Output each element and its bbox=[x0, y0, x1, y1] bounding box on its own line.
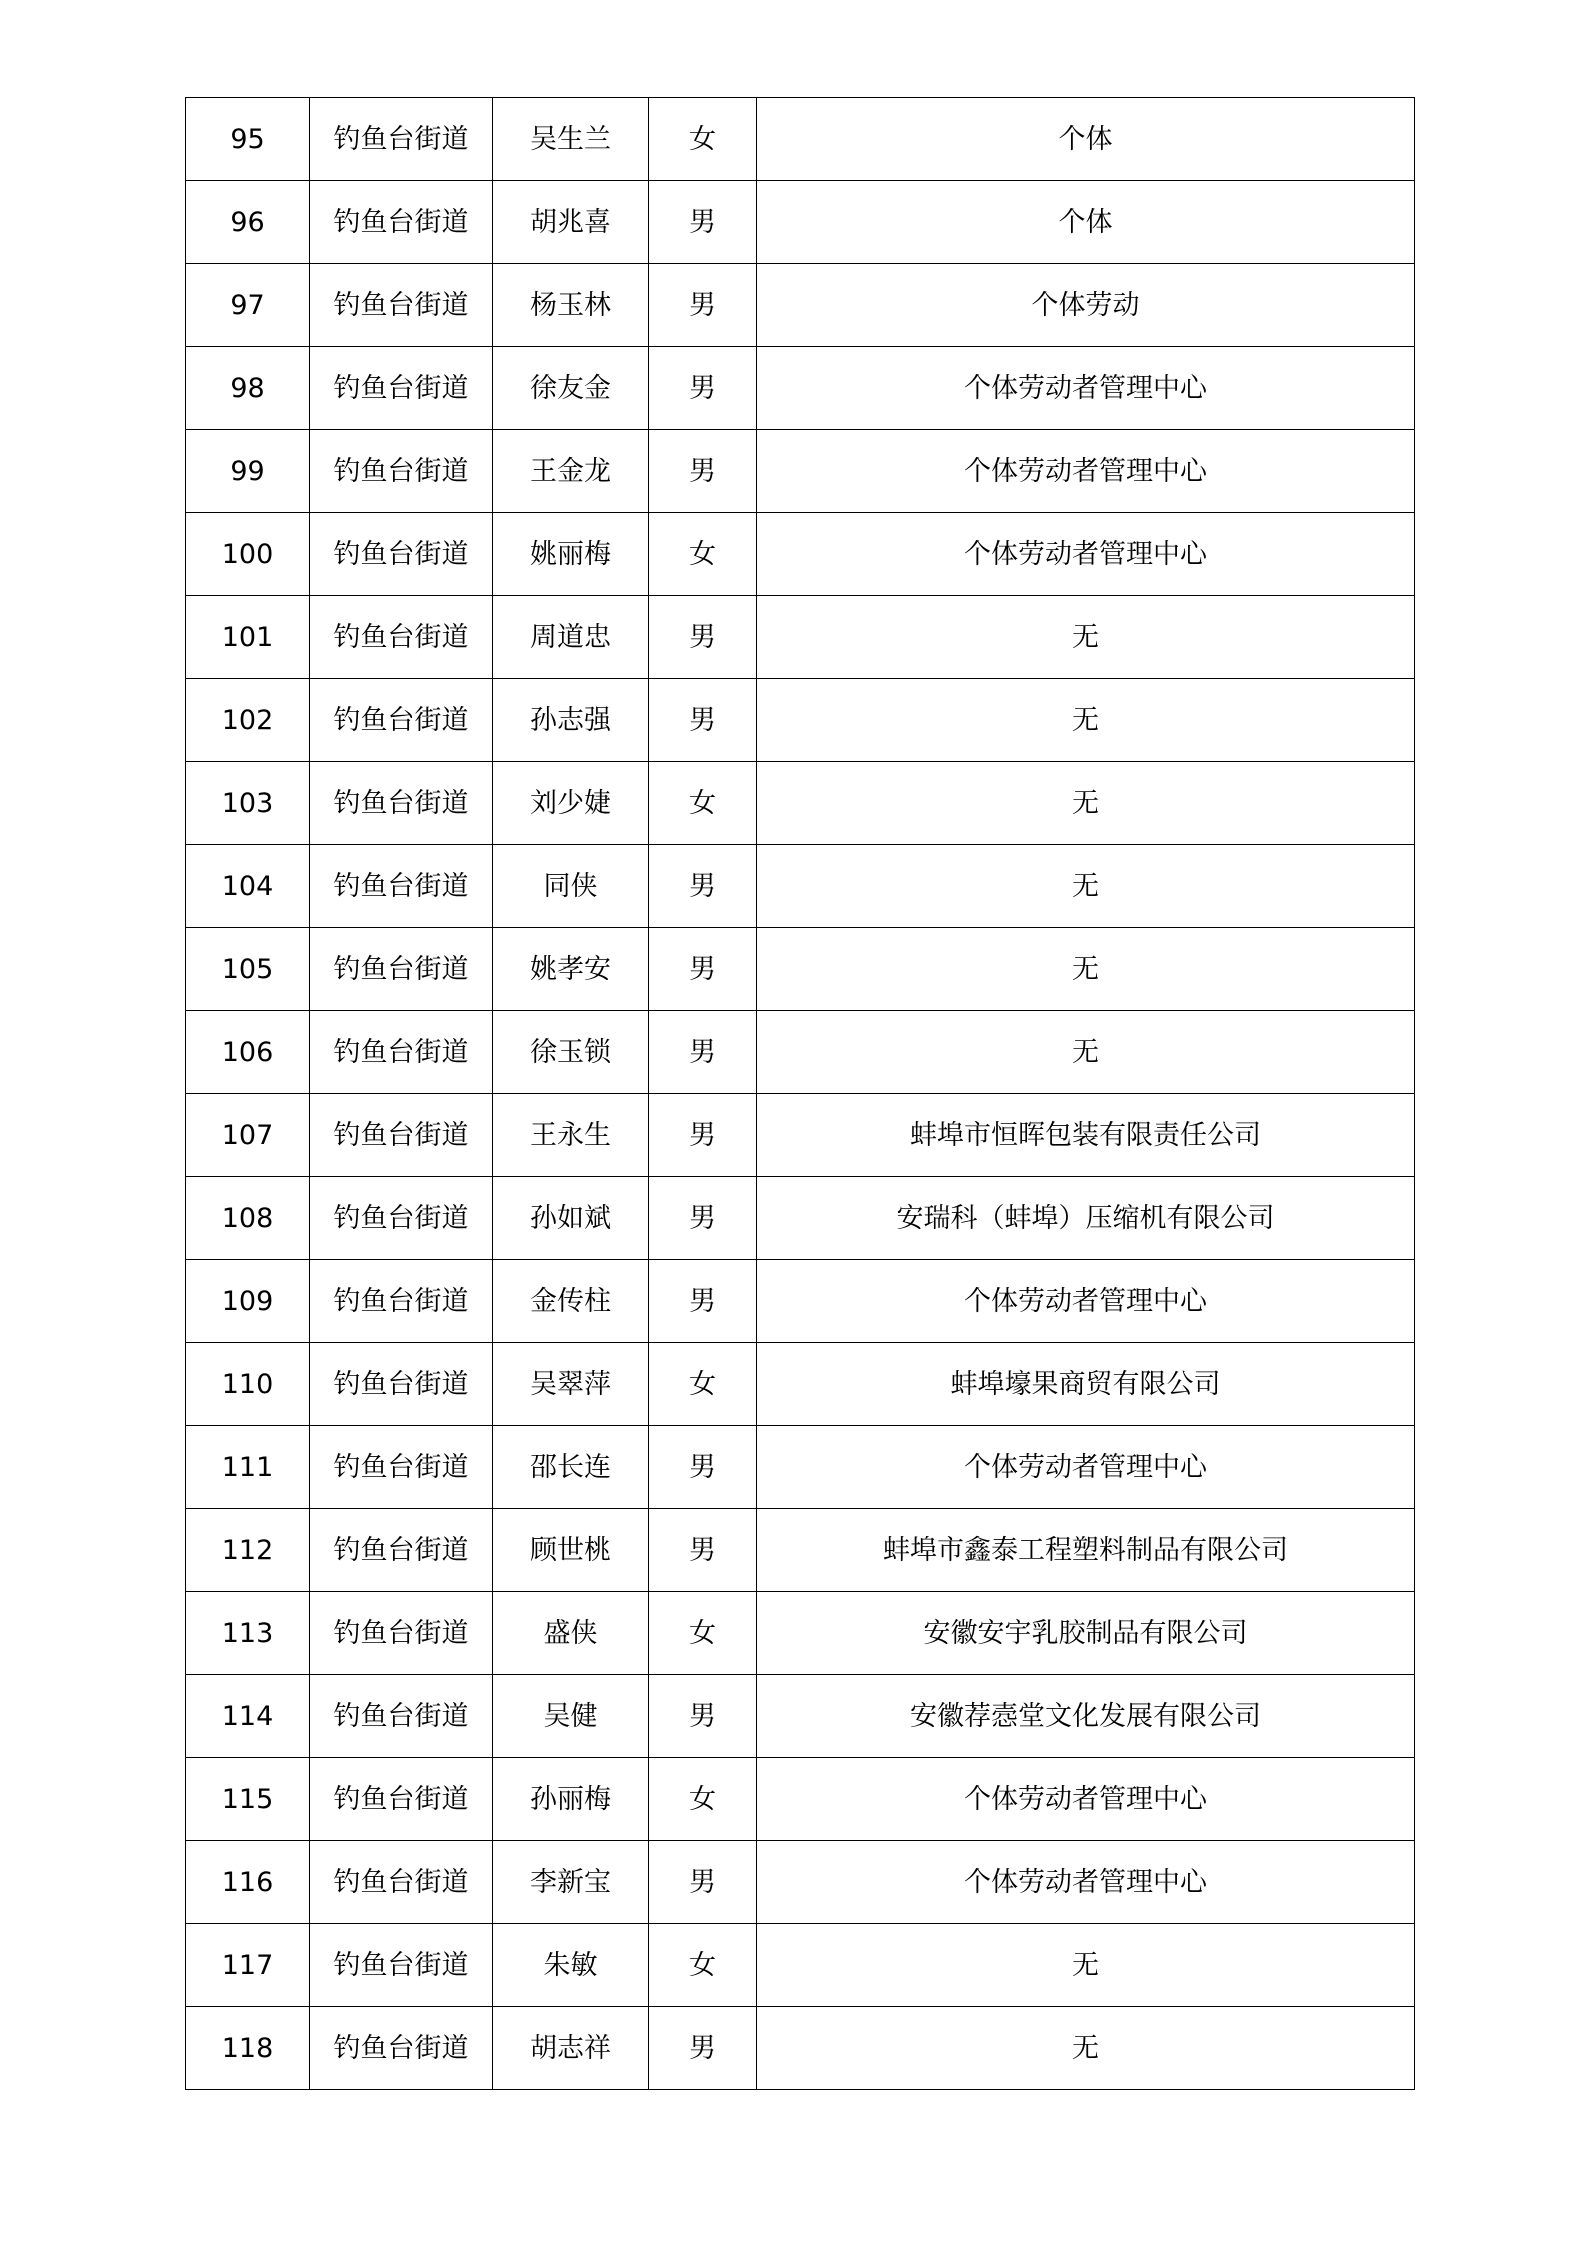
name-cell: 孙如斌 bbox=[493, 1177, 649, 1260]
name-cell: 同侠 bbox=[493, 845, 649, 928]
name-cell: 胡志祥 bbox=[493, 2007, 649, 2090]
row-number-cell: 111 bbox=[186, 1426, 310, 1509]
row-number-cell: 104 bbox=[186, 845, 310, 928]
work-unit-cell: 无 bbox=[757, 762, 1415, 845]
work-unit-cell: 蚌埠壕果商贸有限公司 bbox=[757, 1343, 1415, 1426]
work-unit-cell: 安徽安宇乳胶制品有限公司 bbox=[757, 1592, 1415, 1675]
street-cell: 钓鱼台街道 bbox=[310, 347, 493, 430]
row-number-cell: 115 bbox=[186, 1758, 310, 1841]
street-cell: 钓鱼台街道 bbox=[310, 513, 493, 596]
gender-cell: 男 bbox=[649, 2007, 757, 2090]
work-unit-cell: 蚌埠市鑫泰工程塑料制品有限公司 bbox=[757, 1509, 1415, 1592]
table-row bbox=[186, 98, 1415, 181]
street-cell: 钓鱼台街道 bbox=[310, 1592, 493, 1675]
table-row bbox=[186, 1509, 1415, 1592]
street-cell: 钓鱼台街道 bbox=[310, 1177, 493, 1260]
work-unit-cell: 个体 bbox=[757, 98, 1415, 181]
name-cell: 徐玉锁 bbox=[493, 1011, 649, 1094]
name-cell: 盛侠 bbox=[493, 1592, 649, 1675]
row-number-cell: 100 bbox=[186, 513, 310, 596]
row-number-cell: 117 bbox=[186, 1924, 310, 2007]
street-cell: 钓鱼台街道 bbox=[310, 1094, 493, 1177]
street-cell: 钓鱼台街道 bbox=[310, 928, 493, 1011]
table-row bbox=[186, 845, 1415, 928]
work-unit-cell: 个体劳动者管理中心 bbox=[757, 513, 1415, 596]
gender-cell: 男 bbox=[649, 347, 757, 430]
name-cell: 吴健 bbox=[493, 1675, 649, 1758]
name-cell: 吴生兰 bbox=[493, 98, 649, 181]
gender-cell: 男 bbox=[649, 1426, 757, 1509]
gender-cell: 男 bbox=[649, 679, 757, 762]
name-cell: 王永生 bbox=[493, 1094, 649, 1177]
street-cell: 钓鱼台街道 bbox=[310, 845, 493, 928]
table-row bbox=[186, 762, 1415, 845]
row-number-cell: 113 bbox=[186, 1592, 310, 1675]
table-row bbox=[186, 1260, 1415, 1343]
row-number-cell: 112 bbox=[186, 1509, 310, 1592]
row-number-cell: 103 bbox=[186, 762, 310, 845]
table-row bbox=[186, 679, 1415, 762]
work-unit-cell: 个体劳动者管理中心 bbox=[757, 1841, 1415, 1924]
work-unit-cell: 无 bbox=[757, 1011, 1415, 1094]
table-row bbox=[186, 430, 1415, 513]
street-cell: 钓鱼台街道 bbox=[310, 264, 493, 347]
work-unit-cell: 安瑞科（蚌埠）压缩机有限公司 bbox=[757, 1177, 1415, 1260]
name-cell: 孙丽梅 bbox=[493, 1758, 649, 1841]
gender-cell: 女 bbox=[649, 1592, 757, 1675]
street-cell: 钓鱼台街道 bbox=[310, 1841, 493, 1924]
row-number-cell: 116 bbox=[186, 1841, 310, 1924]
gender-cell: 女 bbox=[649, 513, 757, 596]
name-cell: 胡兆喜 bbox=[493, 181, 649, 264]
work-unit-cell: 个体劳动者管理中心 bbox=[757, 430, 1415, 513]
row-number-cell: 106 bbox=[186, 1011, 310, 1094]
work-unit-cell: 个体劳动 bbox=[757, 264, 1415, 347]
street-cell: 钓鱼台街道 bbox=[310, 181, 493, 264]
work-unit-cell: 无 bbox=[757, 845, 1415, 928]
work-unit-cell: 个体劳动者管理中心 bbox=[757, 1426, 1415, 1509]
table-row bbox=[186, 1675, 1415, 1758]
table-row bbox=[186, 928, 1415, 1011]
row-number-cell: 107 bbox=[186, 1094, 310, 1177]
street-cell: 钓鱼台街道 bbox=[310, 2007, 493, 2090]
table-row bbox=[186, 264, 1415, 347]
table-row bbox=[186, 1841, 1415, 1924]
row-number-cell: 108 bbox=[186, 1177, 310, 1260]
work-unit-cell: 无 bbox=[757, 1924, 1415, 2007]
street-cell: 钓鱼台街道 bbox=[310, 430, 493, 513]
name-cell: 吴翠萍 bbox=[493, 1343, 649, 1426]
street-cell: 钓鱼台街道 bbox=[310, 1509, 493, 1592]
name-cell: 顾世桃 bbox=[493, 1509, 649, 1592]
row-number-cell: 105 bbox=[186, 928, 310, 1011]
row-number-cell: 96 bbox=[186, 181, 310, 264]
name-cell: 杨玉林 bbox=[493, 264, 649, 347]
street-cell: 钓鱼台街道 bbox=[310, 1011, 493, 1094]
row-number-cell: 101 bbox=[186, 596, 310, 679]
roster-table-body bbox=[186, 98, 1415, 2090]
name-cell: 金传柱 bbox=[493, 1260, 649, 1343]
gender-cell: 男 bbox=[649, 1509, 757, 1592]
gender-cell: 男 bbox=[649, 1011, 757, 1094]
row-number-cell: 98 bbox=[186, 347, 310, 430]
table-row bbox=[186, 1011, 1415, 1094]
gender-cell: 男 bbox=[649, 1841, 757, 1924]
name-cell: 朱敏 bbox=[493, 1924, 649, 2007]
row-number-cell: 97 bbox=[186, 264, 310, 347]
name-cell: 姚孝安 bbox=[493, 928, 649, 1011]
street-cell: 钓鱼台街道 bbox=[310, 1675, 493, 1758]
row-number-cell: 110 bbox=[186, 1343, 310, 1426]
work-unit-cell: 蚌埠市恒晖包装有限责任公司 bbox=[757, 1094, 1415, 1177]
row-number-cell: 102 bbox=[186, 679, 310, 762]
name-cell: 徐友金 bbox=[493, 347, 649, 430]
table-row bbox=[186, 596, 1415, 679]
name-cell: 刘少婕 bbox=[493, 762, 649, 845]
table-row bbox=[186, 1343, 1415, 1426]
street-cell: 钓鱼台街道 bbox=[310, 1260, 493, 1343]
name-cell: 邵长连 bbox=[493, 1426, 649, 1509]
row-number-cell: 118 bbox=[186, 2007, 310, 2090]
row-number-cell: 114 bbox=[186, 1675, 310, 1758]
gender-cell: 男 bbox=[649, 596, 757, 679]
gender-cell: 男 bbox=[649, 264, 757, 347]
table-row bbox=[186, 1426, 1415, 1509]
table-row bbox=[186, 1924, 1415, 2007]
work-unit-cell: 无 bbox=[757, 679, 1415, 762]
name-cell: 孙志强 bbox=[493, 679, 649, 762]
gender-cell: 女 bbox=[649, 1758, 757, 1841]
row-number-cell: 95 bbox=[186, 98, 310, 181]
street-cell: 钓鱼台街道 bbox=[310, 1426, 493, 1509]
street-cell: 钓鱼台街道 bbox=[310, 679, 493, 762]
gender-cell: 男 bbox=[649, 1094, 757, 1177]
street-cell: 钓鱼台街道 bbox=[310, 98, 493, 181]
gender-cell: 男 bbox=[649, 928, 757, 1011]
table-row bbox=[186, 181, 1415, 264]
table-row bbox=[186, 1094, 1415, 1177]
gender-cell: 女 bbox=[649, 98, 757, 181]
work-unit-cell: 个体劳动者管理中心 bbox=[757, 1260, 1415, 1343]
work-unit-cell: 个体劳动者管理中心 bbox=[757, 1758, 1415, 1841]
gender-cell: 女 bbox=[649, 1924, 757, 2007]
street-cell: 钓鱼台街道 bbox=[310, 1758, 493, 1841]
name-cell: 姚丽梅 bbox=[493, 513, 649, 596]
table-row bbox=[186, 1592, 1415, 1675]
gender-cell: 女 bbox=[649, 1343, 757, 1426]
work-unit-cell: 无 bbox=[757, 928, 1415, 1011]
name-cell: 王金龙 bbox=[493, 430, 649, 513]
gender-cell: 男 bbox=[649, 1675, 757, 1758]
work-unit-cell: 安徽荐悫堂文化发展有限公司 bbox=[757, 1675, 1415, 1758]
gender-cell: 女 bbox=[649, 762, 757, 845]
work-unit-cell: 个体 bbox=[757, 181, 1415, 264]
street-cell: 钓鱼台街道 bbox=[310, 1924, 493, 2007]
work-unit-cell: 个体劳动者管理中心 bbox=[757, 347, 1415, 430]
row-number-cell: 99 bbox=[186, 430, 310, 513]
gender-cell: 男 bbox=[649, 1260, 757, 1343]
name-cell: 李新宝 bbox=[493, 1841, 649, 1924]
street-cell: 钓鱼台街道 bbox=[310, 1343, 493, 1426]
gender-cell: 男 bbox=[649, 430, 757, 513]
gender-cell: 男 bbox=[649, 845, 757, 928]
table-row bbox=[186, 1177, 1415, 1260]
table-row bbox=[186, 2007, 1415, 2090]
row-number-cell: 109 bbox=[186, 1260, 310, 1343]
table-row bbox=[186, 1758, 1415, 1841]
street-cell: 钓鱼台街道 bbox=[310, 596, 493, 679]
work-unit-cell: 无 bbox=[757, 596, 1415, 679]
street-cell: 钓鱼台街道 bbox=[310, 762, 493, 845]
table-row bbox=[186, 513, 1415, 596]
work-unit-cell: 无 bbox=[757, 2007, 1415, 2090]
roster-table bbox=[185, 97, 1415, 2090]
gender-cell: 男 bbox=[649, 1177, 757, 1260]
table-row bbox=[186, 347, 1415, 430]
gender-cell: 男 bbox=[649, 181, 757, 264]
name-cell: 周道忠 bbox=[493, 596, 649, 679]
